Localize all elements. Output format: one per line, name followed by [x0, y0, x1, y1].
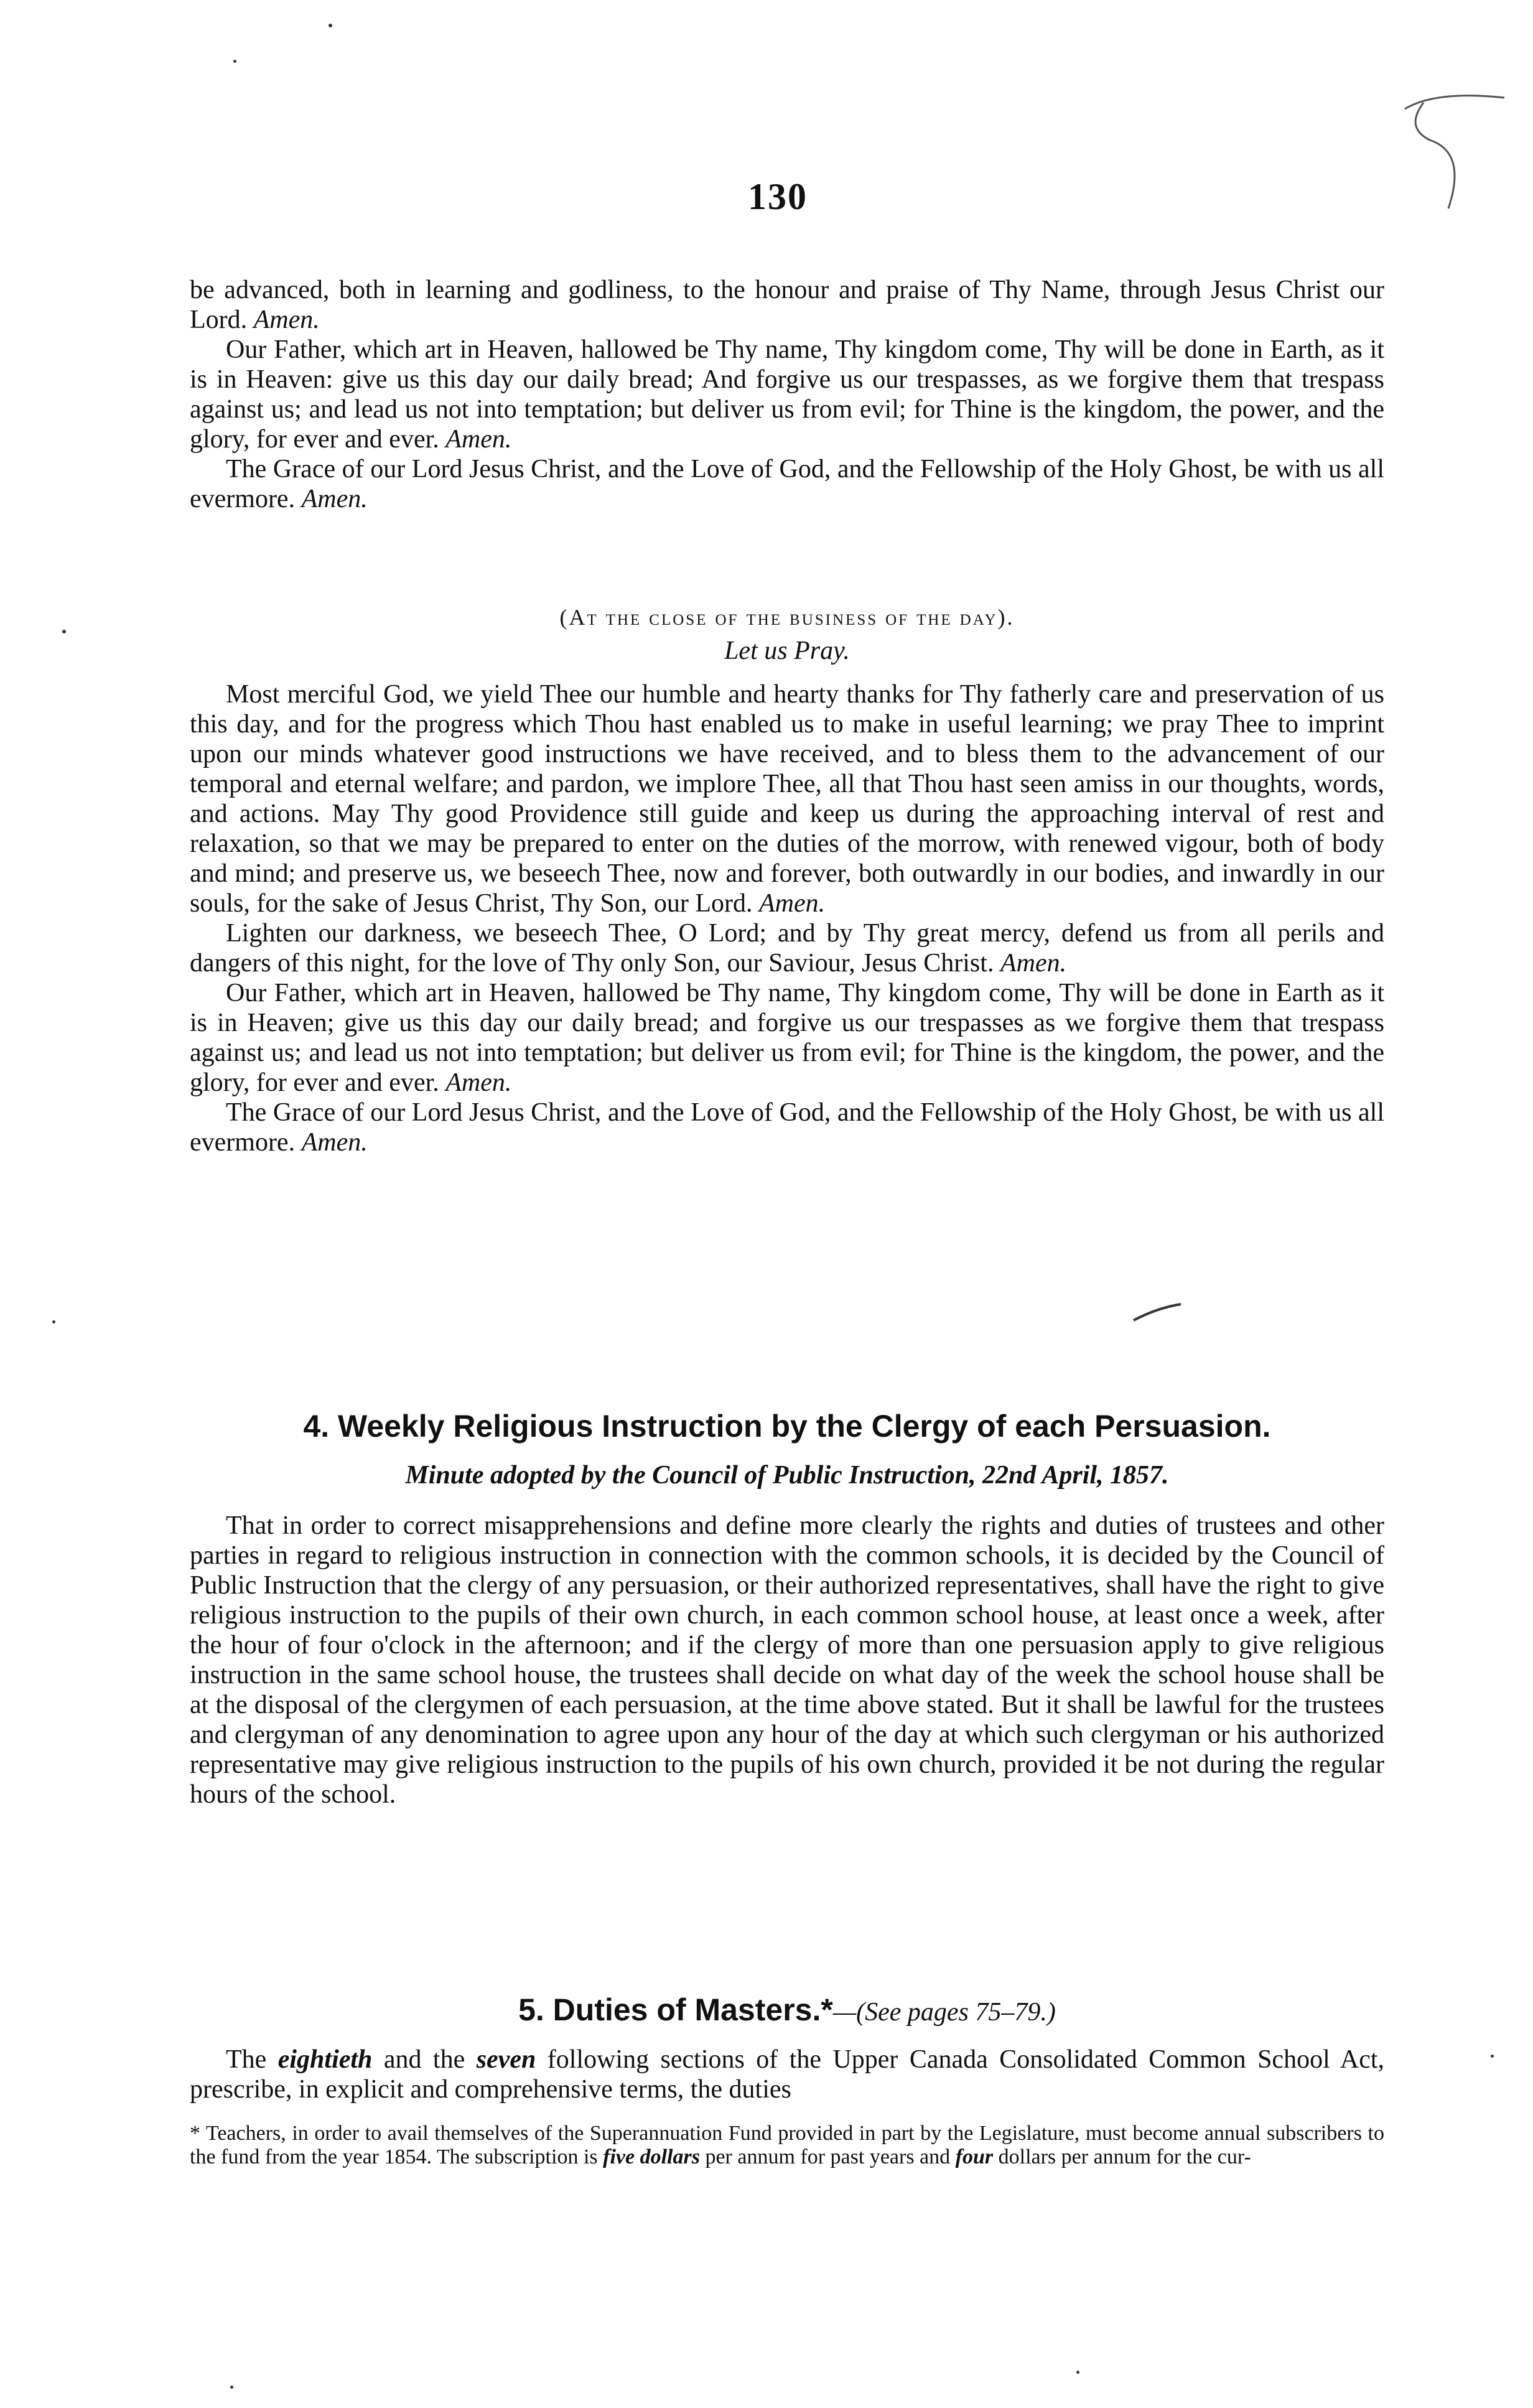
scan-speck — [62, 630, 66, 633]
scan-speck — [328, 24, 332, 27]
section-4-minute: Minute adopted by the Council of Public Instruction, 22nd April, 1857. — [405, 1461, 1169, 1490]
scan-speck — [230, 2386, 233, 2389]
footnote: * Teachers, in order to avail themselves of the Superannuation Fund provided in part by the Legislature, must become annual subscribers to the fund from the year 1854. The subscription is five dollars per annum for past years and four dollars per annum for the cur- — [190, 2122, 1384, 2168]
prayer-continuation: be advanced, both in learning and godliness, to the honour and praise of Thy Name, through Jesus Christ our Lord. Amen. — [190, 276, 1384, 334]
amen-label: Amen. — [445, 1068, 512, 1097]
section-4-heading: 4. Weekly Religious Instruction by the Clergy of each Persuasion. — [303, 1409, 1271, 1444]
evening-prayers — [190, 679, 1384, 1157]
lords-prayer-morning: Our Father, which art in Heaven, hallowed be Thy name, Thy kingdom come, Thy will be done in Earth, as it is in Heaven: give us this day our daily bread; And forgive us our trespasses, as we forgive them that trespass against us; and lead us not into temptation; but deliver us from evil; for Thine is the kingdom, the power, and the glory, for ever and ever. Amen. — [190, 335, 1384, 454]
section-5-body: The eightieth and the seven following sections of the Upper Canada Consolidated Common School Act, prescribe, in explicit and comprehensive terms, the duties — [190, 2045, 1385, 2104]
amen-label: Amen. — [301, 1128, 368, 1157]
page-number: 130 — [748, 176, 808, 217]
scan-speck — [52, 1320, 55, 1323]
section-4-body-block — [190, 1511, 1384, 1809]
amen-label: Amen. — [1000, 949, 1067, 978]
section-4-body: That in order to correct misapprehensions and define more clearly the rights and duties of trustees and other parties in regard to religious instruction in connection with the common schools, it is decided by the Council of Public Instruction that the clergy of any persuasion, or their authorized representatives, shall have the right to give religious instruction to the pupils of their own church, in each common school house, at least once a week, after the hour of four o'clock in the afternoon; and if the clergy of more than one persuasion apply to give religious instruction in the same school house, the trustees shall decide on what day of the week the school house shall be at the disposal of the clergymen of each persuasion, at the time above stated. But it shall be lawful for the trustees and clergyman of any denomination to agree upon any hour of the day at which such clergyman or his authorized representative may give religious instruction to the pupils of his own church, provided it be not during the regular hours of the school. — [190, 1511, 1384, 1809]
grace-evening: The Grace of our Lord Jesus Christ, and the Love of God, and the Fellowship of the Holy Ghost, be with us all evermore. Amen. — [190, 1098, 1384, 1157]
amen-label: Amen. — [253, 306, 320, 334]
scan-speck — [1491, 2055, 1494, 2058]
merciful-god-prayer: Most merciful God, we yield Thee our humble and hearty thanks for Thy fatherly care and preservation of us this day, and for the progress which Thou hast enabled us to make in useful learning; we pray Thee to imprint upon our minds whatever good instructions we have received, and to bless them to the advancement of our temporal and eternal welfare; and pardon, we implore Thee, all that Thou hast seen amiss in our thoughts, words, and actions. May Thy good Providence still guide and keep us during the approaching interval of rest and relaxation, so that we may be prepared to enter on the duties of the morrow, with renewed vigour, both of body and mind; and preserve us, we beseech Thee, now and forever, both outwardly in our bodies, and inwardly in our souls, for the sake of Jesus Christ, Thy Son, our Lord. Amen. — [190, 680, 1384, 918]
amen-label: Amen. — [301, 485, 368, 513]
close-of-day-heading: (At the close of the business of the day). — [559, 605, 1015, 630]
opening-prayers — [190, 275, 1384, 514]
section-5-see-pages: —(See pages 75–79.) — [832, 1998, 1056, 2027]
section-5-heading-line — [190, 1991, 1384, 2031]
pencil-mark — [1399, 90, 1511, 215]
let-us-pray-heading: Let us Pray. — [724, 637, 850, 665]
lighten-darkness-prayer: Lighten our darkness, we beseech Thee, O Lord; and by Thy great mercy, defend us from all perils and dangers of this night, for the love of Thy only Son, our Saviour, Jesus Christ. Amen. — [190, 919, 1384, 978]
scan-speck — [233, 60, 236, 63]
section-5-body-block — [190, 2045, 1384, 2104]
scan-speck — [1076, 2371, 1079, 2374]
amen-label: Amen. — [445, 425, 512, 454]
pencil-mark — [1132, 1302, 1182, 1327]
grace-morning: The Grace of our Lord Jesus Christ, and the Love of God, and the Fellowship of the Holy Ghost, be with us all evermore. Amen. — [190, 455, 1384, 513]
lords-prayer-evening: Our Father, which art in Heaven, hallowed be Thy name, Thy kingdom come, Thy will be done in Earth as it is in Heaven; give us this day our daily bread; and forgive us our trespasses as we forgive them that trespass against us; and lead us not into temptation; but deliver us from evil; for Thine is the kingdom, the power, and the glory, for ever and ever. Amen. — [190, 979, 1384, 1097]
amen-label: Amen. — [759, 889, 826, 918]
close-of-day-block — [190, 602, 1384, 666]
section-5-heading: 5. Duties of Masters.* — [518, 1992, 833, 2027]
